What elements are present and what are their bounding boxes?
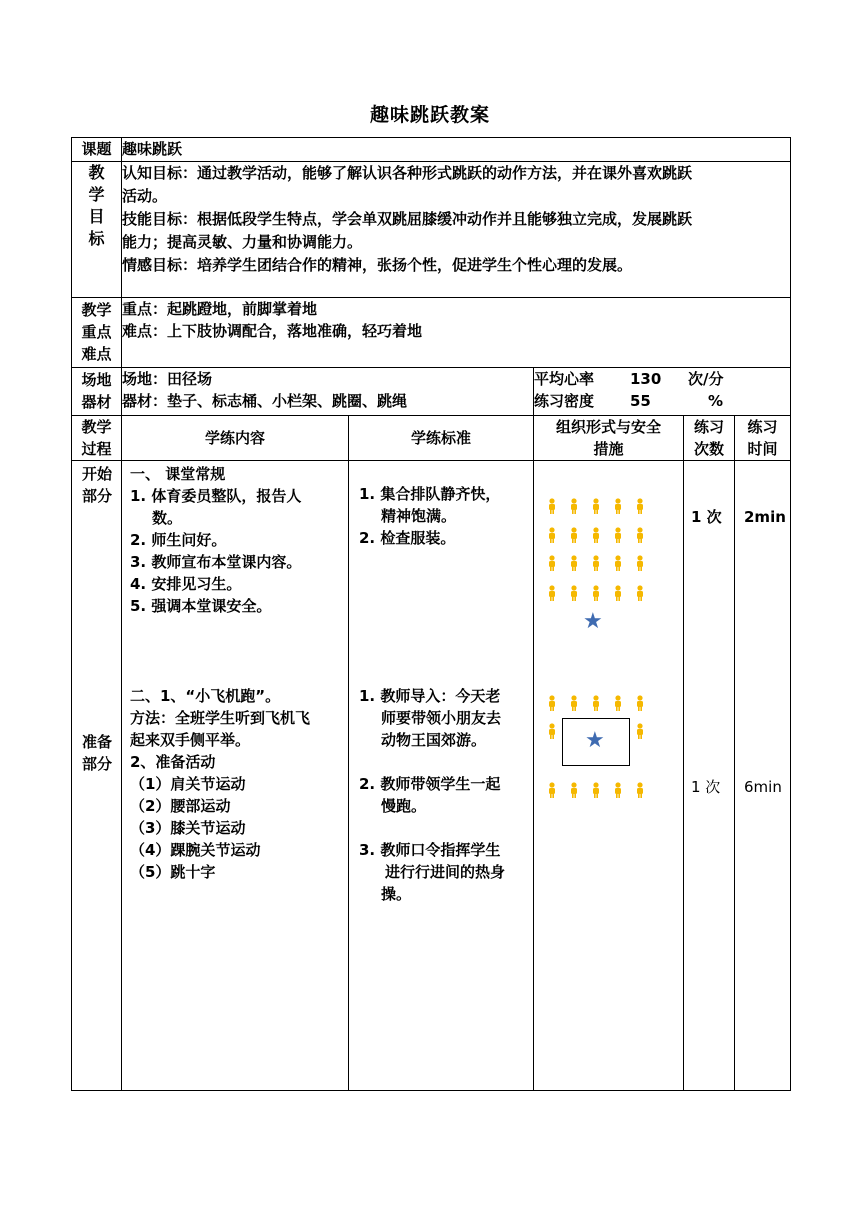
student-icon: [613, 695, 623, 711]
heart-rate-unit: 次/分: [688, 370, 724, 388]
student-icon: [547, 695, 557, 711]
student-icon: [547, 498, 557, 514]
start-content-item: 4. 安排见习生。: [130, 575, 242, 593]
student-icon: [547, 723, 557, 739]
venue-label-line: 场地: [81, 371, 112, 389]
start-content: [130, 463, 345, 617]
venue-row: [72, 368, 791, 416]
objective-line: 技能目标：根据低段学生特点，学会单双跳屈膝缓冲动作并且能够独立完成，发展跳跃: [122, 210, 693, 228]
teacher-star-icon: ★: [583, 609, 603, 634]
key-points-label: [72, 298, 122, 368]
prep-standard-item: 2. 教师带领学生一起: [359, 775, 501, 793]
topic-row: [72, 138, 791, 162]
duration-column: [735, 461, 791, 1091]
venue-text: [122, 368, 534, 416]
prep-content: [130, 685, 345, 883]
start-label-line: 部分: [81, 487, 112, 505]
venue-equipment: 器材：垫子、标志桶、小栏架、跳圈、跳绳: [122, 392, 408, 410]
student-icon: [613, 498, 623, 514]
organization-column: [534, 461, 684, 1091]
density-row: [534, 390, 790, 412]
key-points-label-line: 难点: [81, 345, 112, 363]
objectives-text: [122, 162, 791, 298]
prep-duration: 6min: [744, 778, 782, 796]
prep-standard-item: 师要带领小朋友去: [381, 709, 502, 727]
student-icon: [569, 585, 579, 601]
student-icon: [613, 782, 623, 798]
start-duration: 2min: [744, 508, 786, 526]
times-column: [684, 461, 735, 1091]
col-process-line: 教学: [81, 418, 112, 436]
start-content-item: 2. 师生问好。: [130, 531, 227, 549]
topic-label: 课题: [72, 138, 122, 162]
prep-content-item: 二、1、“小飞机跑”。: [130, 687, 281, 705]
student-icon: [591, 695, 601, 711]
density-unit: %: [708, 392, 724, 410]
prep-standard-item: 操。: [381, 885, 412, 903]
col-duration-line: 时间: [747, 440, 778, 458]
student-icon: [591, 527, 601, 543]
venue-metrics: [534, 368, 791, 416]
student-icon: [591, 555, 601, 571]
key-point-line: 难点：上下肢协调配合，落地准确，轻巧着地: [122, 322, 423, 340]
density-label: 练习密度: [534, 392, 595, 410]
student-icon: [591, 585, 601, 601]
objectives-label-char: 标: [88, 229, 105, 248]
heart-rate-label: 平均心率: [534, 370, 595, 388]
student-icon: [613, 527, 623, 543]
start-standard-item: 精神饱满。: [381, 507, 457, 525]
prep-label-line: 准备: [81, 733, 112, 751]
prep-section-label: [72, 731, 122, 775]
student-icon: [569, 782, 579, 798]
start-label-line: 开始: [81, 465, 112, 483]
start-content-title: 一、 课堂常规: [130, 465, 226, 483]
teacher-star-icon: ★: [585, 728, 605, 753]
student-icon: [635, 695, 645, 711]
key-points-text: [122, 298, 791, 368]
process-labels: [72, 461, 122, 1091]
student-icon: [547, 585, 557, 601]
prep-standard-item: 进行行进间的热身: [385, 863, 506, 881]
prep-standard: [359, 685, 531, 905]
density-value: 55: [630, 392, 651, 410]
objectives-row: [72, 162, 791, 298]
objective-line: 认知目标：通过教学活动，能够了解认识各种形式跳跃的动作方法，并在课外喜欢跳跃: [122, 164, 693, 182]
start-standard: [359, 483, 531, 549]
col-times: [684, 416, 735, 461]
page-title: 趣味跳跃教案: [369, 104, 490, 126]
col-process: [72, 416, 122, 461]
student-icon: [635, 555, 645, 571]
start-content-item: 1. 体育委员整队，报告人: [130, 487, 302, 505]
col-times-line: 次数: [693, 440, 724, 458]
col-organization-line: 措施: [593, 440, 624, 458]
objective-line: 活动。: [122, 187, 168, 205]
student-icon: [569, 498, 579, 514]
start-content-item: 5. 强调本堂课安全。: [130, 597, 272, 615]
student-icon: [591, 782, 601, 798]
start-content-item: 3. 教师宣布本堂课内容。: [130, 553, 302, 571]
objectives-label: [72, 162, 122, 298]
col-duration: [735, 416, 791, 461]
col-content: 学练内容: [122, 416, 349, 461]
prep-content-item: 起来双手侧平举。: [130, 731, 251, 749]
prep-content-item: （4）踝腕关节运动: [130, 841, 261, 859]
objective-line: 能力；提高灵敏、力量和协调能力。: [122, 233, 363, 251]
heart-rate-row: [534, 368, 790, 390]
objectives-label-char: 目: [88, 207, 105, 226]
objectives-label-char: 学: [88, 185, 105, 204]
lesson-plan-table: [71, 137, 791, 1091]
col-times-line: 练习: [693, 418, 724, 436]
key-point-line: 重点：起跳蹬地，前脚掌着地: [122, 300, 318, 318]
prep-standard-item: 慢跑。: [381, 797, 427, 815]
key-points-row: [72, 298, 791, 368]
col-organization-line: 组织形式与安全: [555, 418, 661, 436]
prep-content-item: （1）肩关节运动: [130, 775, 246, 793]
start-content-item: 数。: [152, 509, 183, 527]
heart-rate-value: 130: [630, 370, 662, 388]
topic-value: 趣味跳跃: [122, 138, 791, 162]
student-icon: [613, 555, 623, 571]
student-icon: [635, 527, 645, 543]
student-icon: [613, 585, 623, 601]
prep-content-item: 2、准备活动: [130, 753, 216, 771]
start-standard-item: 1. 集合排队静齐快，: [359, 485, 501, 503]
student-icon: [547, 555, 557, 571]
venue-site: 场地：田径场: [122, 370, 213, 388]
start-times: 1 次: [691, 508, 722, 526]
student-icon: [635, 782, 645, 798]
col-process-line: 过程: [81, 440, 112, 458]
objective-line: 情感目标：培养学生团结合作的精神，张扬个性，促进学生个性心理的发展。: [122, 256, 633, 274]
key-points-label-line: 教学: [81, 301, 112, 319]
prep-content-item: （2）腰部运动: [130, 797, 231, 815]
formation-diagram: [534, 461, 683, 1089]
lesson-body-row: [72, 461, 791, 1091]
student-icon: [591, 498, 601, 514]
start-standard-item: 2. 检查服装。: [359, 529, 456, 547]
student-icon: [547, 527, 557, 543]
student-icon: [635, 723, 645, 739]
col-duration-line: 练习: [747, 418, 778, 436]
student-icon: [569, 555, 579, 571]
student-icon: [635, 585, 645, 601]
student-icon: [547, 782, 557, 798]
col-standard: 学练标准: [349, 416, 534, 461]
objectives-label-char: 教: [88, 163, 105, 182]
student-icon: [635, 498, 645, 514]
standard-column: [349, 461, 534, 1091]
student-icon: [569, 527, 579, 543]
prep-standard-item: 3. 教师口令指挥学生: [359, 841, 501, 859]
col-organization: [534, 416, 684, 461]
student-icon: [569, 695, 579, 711]
column-header-row: [72, 416, 791, 461]
key-points-label-line: 重点: [81, 323, 112, 341]
prep-content-item: 方法：全班学生听到飞机飞: [130, 709, 311, 727]
prep-standard-item: 1. 教师导入：今天老: [359, 687, 501, 705]
content-column: [122, 461, 349, 1091]
prep-label-line: 部分: [81, 755, 112, 773]
prep-content-item: （5）跳十字: [130, 863, 216, 881]
prep-standard-item: 动物王国郊游。: [381, 731, 487, 749]
start-section-label: [72, 463, 122, 507]
venue-label: [72, 368, 122, 416]
prep-times: 1 次: [691, 778, 721, 796]
venue-label-line: 器材: [81, 393, 112, 411]
prep-content-item: （3）膝关节运动: [130, 819, 246, 837]
